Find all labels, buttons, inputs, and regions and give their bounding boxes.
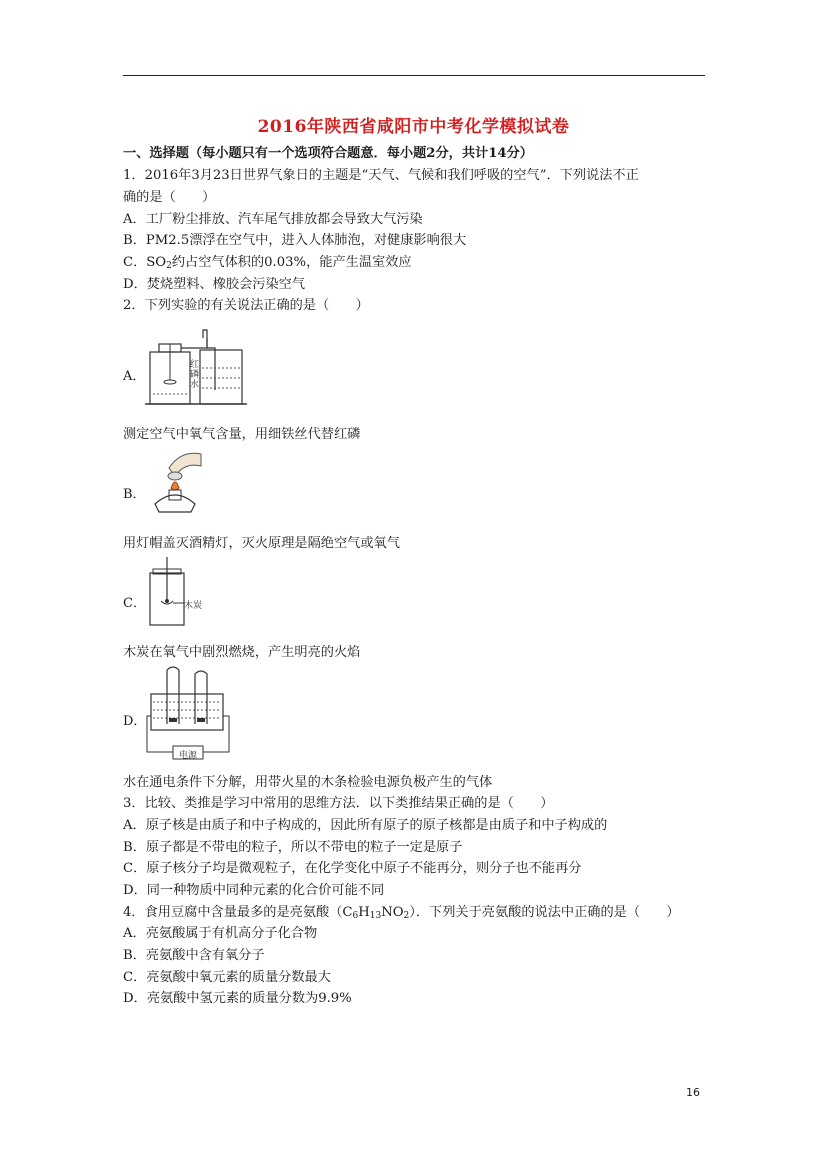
q2-option-d-label: D．	[123, 714, 147, 729]
q2-figure-b-alcohol-lamp	[145, 446, 205, 516]
q2-option-c-desc: 木炭在氧气中剧烈燃烧，产生明亮的火焰	[123, 645, 361, 660]
q2-figure-c-jar	[145, 555, 205, 627]
q2-option-a-label: A．	[123, 369, 146, 384]
q2-figure-c-text: 木炭	[184, 601, 203, 611]
q2-option-c-label: C．	[123, 596, 146, 611]
section-heading: 一、选择题（每小题只有一个选项符合题意．每小题2分，共计14分）	[123, 146, 533, 161]
page-number: 16	[686, 1086, 700, 1099]
q2-option-d-desc: 水在通电条件下分解，用带火星的木条检验电源负极产生的气体	[123, 775, 493, 790]
q3-option-a: A．原子核是由质子和中子构成的，因此所有原子的原子核都是由质子和中子构成的	[123, 818, 608, 833]
q2-figure-d-text: 电源	[179, 751, 198, 761]
q4-option-c: C．亮氨酸中氧元素的质量分数最大	[123, 970, 331, 985]
q1-option-a: A．工厂粉尘排放、汽车尾气排放都会导致大气污染	[123, 212, 423, 227]
q1-option-b: B．PM2.5漂浮在空气中，进入人体肺泡，对健康影响很大	[123, 233, 467, 248]
q4-option-d: D．亮氨酸中氢元素的质量分数为9.9%	[123, 991, 352, 1006]
q3-option-d: D．同一种物质中同种元素的化合价可能不同	[123, 883, 385, 898]
page-title: 2016年陕西省咸阳市中考化学模拟试卷	[257, 117, 570, 137]
header-rule	[123, 75, 705, 76]
q2-figure-a-text: 红磷水	[190, 360, 200, 390]
q1-stem-line1: 1．2016年3月23日世界气象日的主题是“天气、气候和我们呼吸的空气”．下列说法不正	[123, 168, 639, 183]
q3-option-c: C．原子核分子均是微观粒子，在化学变化中原子不能再分，则分子也不能再分	[123, 861, 582, 876]
q1-option-d: D．焚烧塑料、橡胶会污染空气	[123, 277, 306, 292]
q1-stem-line2: 确的是（ ）	[123, 190, 216, 205]
q3-stem: 3．比较、类推是学习中常用的思维方法．以下类推结果正确的是（ ）	[123, 796, 554, 811]
q3-option-b: B．原子都是不带电的粒子，所以不带电的粒子一定是原子	[123, 840, 463, 855]
q2-option-b-desc: 用灯帽盖灭酒精灯，灭火原理是隔绝空气或氧气	[123, 536, 400, 551]
q2-stem: 2．下列实验的有关说法正确的是（ ）	[123, 298, 369, 313]
q4-option-a: A．亮氨酸属于有机高分子化合物	[123, 926, 318, 941]
q2-option-b-label: B．	[123, 487, 146, 502]
q4-stem: 4．食用豆腐中含量最多的是亮氨酸$(C_6H_{13}NO_2)$．下列关于亮氨酸的说法中正确的是（ ）	[123, 905, 680, 921]
q2-option-a-desc: 测定空气中氧气含量，用细铁丝代替红磷	[123, 427, 361, 442]
q4-option-b: B．亮氨酸中含有氧分子	[123, 948, 265, 963]
q1-option-c: C．$SO_2$约占空气体积的0.03%，能产生温室效应	[123, 255, 412, 271]
